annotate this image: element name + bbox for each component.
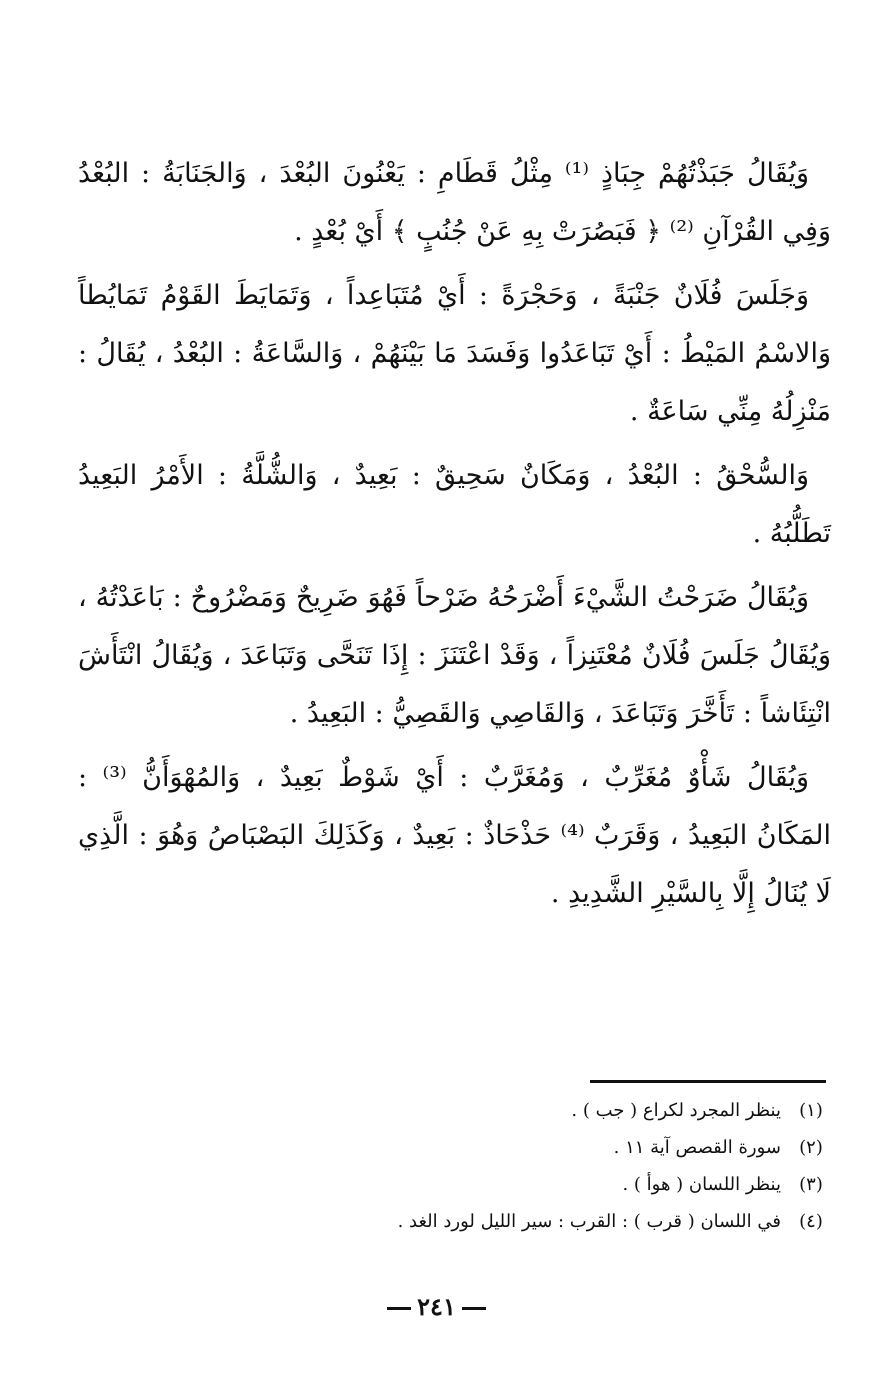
paragraph: وَيُقَالُ شَأْوٌ مُغَرِّبٌ ، وَمُغَرَّبٌ : أَيْ شَوْطٌ بَعِيدٌ ، وَالمُهْوَأَنُّ ⁽³⁾ : المَكَانُ البَعِيدُ ، وَقَرَبٌ ⁽⁴⁾ حَذْحَاذٌ : بَعِيدٌ ، وَكَذَلِكَ البَصْبَاصُ وَهُوَ : الَّذِي لَا يُنَالُ إِلَّا بِالسَّيْرِ الشَّدِيدِ . bbox=[78, 762, 831, 909]
footnote-text: في اللسان ( قرب ) : القرب : سير الليل لورد الغد . bbox=[397, 1211, 781, 1232]
footnotes bbox=[200, 1092, 829, 1240]
footnote-text: سورة القصص آية ١١ . bbox=[613, 1137, 781, 1158]
footnote-number: (٣) bbox=[799, 1174, 823, 1195]
footnote-number: (١) bbox=[799, 1100, 823, 1121]
footnote-item bbox=[200, 1203, 829, 1240]
footnote-item bbox=[200, 1166, 829, 1203]
footnote-number: (٤) bbox=[799, 1211, 823, 1232]
footnote-item bbox=[200, 1092, 829, 1129]
paragraph: وَجَلَسَ فُلَانٌ جَنْبَةً ، وَحَجْرَةً : أَيْ مُتَبَاعِداً ، وَتَمَايَطَ القَوْمُ تَمَايُطاً وَالاسْمُ المَيْطُ : أَيْ تَبَاعَدُوا وَفَسَدَ مَا بَيْنَهُمْ ، وَالسَّاعَةُ : البُعْدُ ، يُقَالُ : مَنْزِلُهُ مِنِّي سَاعَةٌ . bbox=[78, 280, 831, 427]
page-number-dash bbox=[387, 1307, 411, 1310]
footnote-text: ينظر المجرد لكراع ( جب ) . bbox=[571, 1100, 781, 1121]
footnote-text: ينظر اللسان ( هوأ ) . bbox=[622, 1174, 781, 1195]
footnote-number: (٢) bbox=[799, 1137, 823, 1158]
footnote-item bbox=[200, 1129, 829, 1166]
main-text bbox=[78, 145, 831, 929]
paragraph: وَيُقَالُ جَبَذْتُهُمْ جِبَاذٍ ⁽¹⁾ مِثْلُ قَطَامِ : يَعْنُونَ البُعْدَ ، وَالجَنَابَةُ : البُعْدُ وَفِي القُرْآنِ ⁽²⁾ ﴿ فَبَصُرَتْ بِهِ عَنْ جُنُبٍ ﴾ أَيْ بُعْدٍ . bbox=[78, 158, 831, 247]
footnote-divider bbox=[590, 1080, 826, 1083]
page-number-value: ٢٤١ bbox=[417, 1292, 456, 1321]
page-number-dash bbox=[462, 1307, 486, 1310]
paragraph: وَالسُّحْقُ : البُعْدُ ، وَمَكَانٌ سَحِيقٌ : بَعِيدٌ ، وَالشُّلَّةُ : الأَمْرُ البَعِيدُ تَطَلُّبُهُ . bbox=[78, 460, 831, 549]
page-number bbox=[0, 1292, 873, 1321]
paragraph: وَيُقَالُ ضَرَحْتُ الشَّيْءَ أَضْرَحُهُ ضَرْحاً فَهُوَ ضَرِيحٌ وَمَضْرُوحٌ : بَاعَدْتُهُ ، وَيُقَالُ جَلَسَ فُلَانٌ مُعْتَنِزاً ، وَقَدْ اعْتَنَزَ : إِذَا تَنَحَّى وَتَبَاعَدَ ، وَيُقَالُ انْتَأَشَ انْتِئَاشاً : تَأَخَّرَ وَتَبَاعَدَ ، وَالقَاصِي وَالقَصِيُّ : البَعِيدُ . bbox=[78, 582, 831, 729]
